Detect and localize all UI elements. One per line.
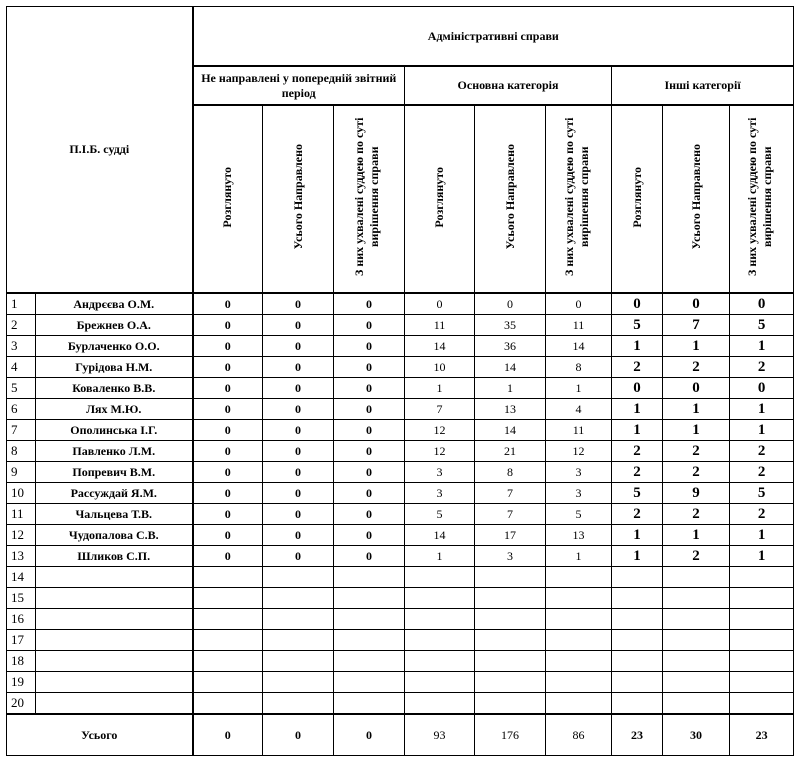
value-cell bbox=[263, 693, 334, 715]
value-cell bbox=[730, 693, 794, 715]
value-cell bbox=[263, 630, 334, 651]
judge-name-cell: Ополинська І.Г. bbox=[36, 420, 193, 441]
total-value-cell: 0 bbox=[263, 714, 334, 756]
value-cell: 9 bbox=[663, 483, 730, 504]
value-cell bbox=[475, 630, 546, 651]
value-cell: 0 bbox=[193, 525, 263, 546]
value-cell: 14 bbox=[405, 525, 475, 546]
row-number: 13 bbox=[7, 546, 36, 567]
value-cell: 14 bbox=[546, 336, 612, 357]
value-cell: 0 bbox=[334, 293, 405, 315]
value-cell bbox=[612, 672, 663, 693]
value-cell: 2 bbox=[663, 546, 730, 567]
value-cell: 1 bbox=[730, 546, 794, 567]
value-cell: 1 bbox=[612, 525, 663, 546]
col-considered-header: Розглянуто bbox=[612, 105, 663, 293]
value-cell: 2 bbox=[612, 357, 663, 378]
table-row bbox=[7, 483, 794, 504]
value-cell: 0 bbox=[334, 420, 405, 441]
value-cell bbox=[475, 672, 546, 693]
col-considered-header: Розглянуто bbox=[405, 105, 475, 293]
value-cell bbox=[730, 567, 794, 588]
value-cell: 2 bbox=[612, 504, 663, 525]
row-number: 18 bbox=[7, 651, 36, 672]
value-cell: 0 bbox=[475, 293, 546, 315]
judge-name-cell: Чальцева Т.В. bbox=[36, 504, 193, 525]
value-cell: 5 bbox=[612, 315, 663, 336]
value-cell: 3 bbox=[405, 483, 475, 504]
value-cell: 21 bbox=[475, 441, 546, 462]
value-cell: 0 bbox=[193, 336, 263, 357]
value-cell bbox=[193, 567, 263, 588]
value-cell: 1 bbox=[405, 378, 475, 399]
total-value-cell: 176 bbox=[475, 714, 546, 756]
empty-row bbox=[7, 630, 794, 651]
value-cell bbox=[334, 588, 405, 609]
value-cell bbox=[193, 630, 263, 651]
value-cell: 0 bbox=[193, 399, 263, 420]
row-number: 20 bbox=[7, 693, 36, 715]
table-row bbox=[7, 293, 794, 315]
row-number: 12 bbox=[7, 525, 36, 546]
value-cell bbox=[405, 693, 475, 715]
table-row bbox=[7, 525, 794, 546]
value-cell bbox=[193, 651, 263, 672]
value-cell bbox=[546, 672, 612, 693]
value-cell: 0 bbox=[546, 293, 612, 315]
row-number: 15 bbox=[7, 588, 36, 609]
judge-name-cell: Коваленко В.В. bbox=[36, 378, 193, 399]
value-cell: 10 bbox=[405, 357, 475, 378]
value-cell: 0 bbox=[334, 315, 405, 336]
total-value-cell: 0 bbox=[334, 714, 405, 756]
value-cell: 0 bbox=[263, 357, 334, 378]
value-cell: 0 bbox=[263, 462, 334, 483]
value-cell: 2 bbox=[663, 504, 730, 525]
value-cell bbox=[475, 588, 546, 609]
value-cell bbox=[334, 609, 405, 630]
judge-name-cell: Рассуждай Я.М. bbox=[36, 483, 193, 504]
value-cell: 0 bbox=[612, 293, 663, 315]
value-cell bbox=[475, 609, 546, 630]
value-cell: 1 bbox=[612, 546, 663, 567]
value-cell: 3 bbox=[475, 546, 546, 567]
value-cell bbox=[612, 630, 663, 651]
empty-row bbox=[7, 651, 794, 672]
value-cell: 0 bbox=[193, 315, 263, 336]
value-cell bbox=[546, 609, 612, 630]
value-cell: 0 bbox=[263, 504, 334, 525]
value-cell bbox=[263, 651, 334, 672]
empty-row bbox=[7, 693, 794, 715]
col-sent-header: Усього Направлено bbox=[263, 105, 334, 293]
table-row bbox=[7, 546, 794, 567]
judge-name-header: П.І.Б. судді bbox=[7, 7, 193, 294]
judge-name-cell: Павленко Л.М. bbox=[36, 441, 193, 462]
value-cell bbox=[334, 693, 405, 715]
value-cell: 11 bbox=[546, 315, 612, 336]
judge-name-cell: Шликов С.П. bbox=[36, 546, 193, 567]
judge-name-cell: Брежнев О.А. bbox=[36, 315, 193, 336]
row-number: 19 bbox=[7, 672, 36, 693]
value-cell: 17 bbox=[475, 525, 546, 546]
value-cell bbox=[546, 693, 612, 715]
value-cell bbox=[663, 672, 730, 693]
value-cell: 0 bbox=[334, 399, 405, 420]
value-cell: 7 bbox=[663, 315, 730, 336]
value-cell: 0 bbox=[663, 293, 730, 315]
main-category-header: Основна категорія bbox=[405, 66, 612, 105]
value-cell: 0 bbox=[334, 546, 405, 567]
judge-name-cell bbox=[36, 651, 193, 672]
value-cell: 0 bbox=[334, 357, 405, 378]
row-number: 1 bbox=[7, 293, 36, 315]
value-cell: 1 bbox=[730, 399, 794, 420]
value-cell bbox=[475, 651, 546, 672]
value-cell: 4 bbox=[546, 399, 612, 420]
value-cell: 1 bbox=[546, 546, 612, 567]
row-number: 6 bbox=[7, 399, 36, 420]
judge-name-cell bbox=[36, 630, 193, 651]
value-cell: 12 bbox=[405, 420, 475, 441]
value-cell bbox=[730, 630, 794, 651]
row-number: 7 bbox=[7, 420, 36, 441]
value-cell: 7 bbox=[475, 504, 546, 525]
value-cell: 0 bbox=[193, 504, 263, 525]
value-cell: 3 bbox=[546, 462, 612, 483]
value-cell bbox=[612, 588, 663, 609]
value-cell: 0 bbox=[405, 293, 475, 315]
value-cell: 0 bbox=[263, 441, 334, 462]
col-decided-header: З них ухвалені суддею по суті вирішення справи bbox=[334, 105, 405, 293]
value-cell: 0 bbox=[263, 525, 334, 546]
empty-row bbox=[7, 588, 794, 609]
table-row bbox=[7, 441, 794, 462]
value-cell: 7 bbox=[405, 399, 475, 420]
value-cell: 0 bbox=[193, 378, 263, 399]
value-cell bbox=[663, 588, 730, 609]
col-considered-header: Розглянуто bbox=[193, 105, 263, 293]
value-cell: 14 bbox=[475, 420, 546, 441]
value-cell: 1 bbox=[730, 525, 794, 546]
value-cell: 1 bbox=[730, 420, 794, 441]
value-cell bbox=[193, 672, 263, 693]
empty-row bbox=[7, 672, 794, 693]
value-cell bbox=[475, 567, 546, 588]
row-number: 5 bbox=[7, 378, 36, 399]
total-value-cell: 30 bbox=[663, 714, 730, 756]
value-cell bbox=[263, 567, 334, 588]
value-cell: 0 bbox=[193, 462, 263, 483]
value-cell: 0 bbox=[193, 293, 263, 315]
value-cell bbox=[263, 672, 334, 693]
row-number: 10 bbox=[7, 483, 36, 504]
table-row bbox=[7, 378, 794, 399]
value-cell: 0 bbox=[263, 399, 334, 420]
total-row bbox=[7, 714, 794, 756]
value-cell bbox=[405, 567, 475, 588]
value-cell: 0 bbox=[193, 441, 263, 462]
table-row bbox=[7, 504, 794, 525]
value-cell: 1 bbox=[663, 399, 730, 420]
judge-name-cell bbox=[36, 588, 193, 609]
value-cell: 8 bbox=[475, 462, 546, 483]
table-row bbox=[7, 357, 794, 378]
value-cell: 0 bbox=[263, 483, 334, 504]
value-cell bbox=[405, 630, 475, 651]
value-cell: 1 bbox=[405, 546, 475, 567]
value-cell bbox=[263, 609, 334, 630]
value-cell: 5 bbox=[730, 483, 794, 504]
value-cell bbox=[546, 588, 612, 609]
administrative-cases-table bbox=[6, 6, 794, 756]
col-decided-header: З них ухвалені суддею по суті вирішення справи bbox=[730, 105, 794, 293]
value-cell: 0 bbox=[730, 378, 794, 399]
value-cell bbox=[334, 672, 405, 693]
value-cell bbox=[612, 609, 663, 630]
value-cell: 0 bbox=[193, 483, 263, 504]
value-cell bbox=[334, 651, 405, 672]
other-categories-header: Інші категорії bbox=[612, 66, 794, 105]
value-cell: 0 bbox=[334, 462, 405, 483]
value-cell: 2 bbox=[730, 441, 794, 462]
value-cell bbox=[730, 609, 794, 630]
value-cell: 2 bbox=[612, 441, 663, 462]
value-cell: 5 bbox=[405, 504, 475, 525]
row-number: 2 bbox=[7, 315, 36, 336]
value-cell: 14 bbox=[475, 357, 546, 378]
value-cell: 0 bbox=[334, 378, 405, 399]
value-cell bbox=[612, 651, 663, 672]
value-cell bbox=[663, 630, 730, 651]
col-decided-header: З них ухвалені суддею по суті вирішення справи bbox=[546, 105, 612, 293]
value-cell: 5 bbox=[546, 504, 612, 525]
value-cell bbox=[193, 588, 263, 609]
empty-row bbox=[7, 609, 794, 630]
value-cell: 14 bbox=[405, 336, 475, 357]
row-number: 17 bbox=[7, 630, 36, 651]
judge-name-cell bbox=[36, 567, 193, 588]
judge-name-cell: Гурідова Н.М. bbox=[36, 357, 193, 378]
total-value-cell: 23 bbox=[730, 714, 794, 756]
value-cell bbox=[405, 609, 475, 630]
row-number: 3 bbox=[7, 336, 36, 357]
row-number: 11 bbox=[7, 504, 36, 525]
value-cell bbox=[193, 693, 263, 715]
row-number: 8 bbox=[7, 441, 36, 462]
judge-name-cell bbox=[36, 672, 193, 693]
value-cell: 0 bbox=[334, 441, 405, 462]
value-cell: 0 bbox=[193, 420, 263, 441]
value-cell bbox=[405, 588, 475, 609]
value-cell: 0 bbox=[193, 357, 263, 378]
total-value-cell: 86 bbox=[546, 714, 612, 756]
table-row bbox=[7, 462, 794, 483]
value-cell bbox=[405, 672, 475, 693]
value-cell: 0 bbox=[334, 483, 405, 504]
value-cell: 0 bbox=[193, 546, 263, 567]
value-cell bbox=[546, 651, 612, 672]
empty-row bbox=[7, 567, 794, 588]
total-value-cell: 0 bbox=[193, 714, 263, 756]
value-cell: 0 bbox=[263, 315, 334, 336]
value-cell: 1 bbox=[546, 378, 612, 399]
value-cell: 1 bbox=[663, 420, 730, 441]
value-cell: 13 bbox=[475, 399, 546, 420]
value-cell bbox=[612, 567, 663, 588]
value-cell: 35 bbox=[475, 315, 546, 336]
value-cell bbox=[730, 651, 794, 672]
value-cell: 3 bbox=[405, 462, 475, 483]
value-cell bbox=[546, 630, 612, 651]
value-cell: 0 bbox=[334, 504, 405, 525]
total-label: Усього bbox=[7, 714, 193, 756]
value-cell: 1 bbox=[663, 336, 730, 357]
value-cell: 0 bbox=[263, 546, 334, 567]
value-cell: 11 bbox=[405, 315, 475, 336]
value-cell: 13 bbox=[546, 525, 612, 546]
value-cell bbox=[334, 567, 405, 588]
judge-name-cell: Лях М.Ю. bbox=[36, 399, 193, 420]
value-cell: 2 bbox=[730, 504, 794, 525]
value-cell: 7 bbox=[475, 483, 546, 504]
total-value-cell: 93 bbox=[405, 714, 475, 756]
row-number: 14 bbox=[7, 567, 36, 588]
table-row bbox=[7, 420, 794, 441]
value-cell: 1 bbox=[475, 378, 546, 399]
col-sent-header: Усього Направлено bbox=[663, 105, 730, 293]
judge-name-cell: Попревич В.М. bbox=[36, 462, 193, 483]
value-cell bbox=[405, 651, 475, 672]
value-cell: 1 bbox=[612, 420, 663, 441]
value-cell: 3 bbox=[546, 483, 612, 504]
value-cell: 2 bbox=[663, 462, 730, 483]
value-cell: 0 bbox=[334, 525, 405, 546]
value-cell bbox=[663, 693, 730, 715]
value-cell bbox=[663, 651, 730, 672]
value-cell: 5 bbox=[612, 483, 663, 504]
value-cell: 0 bbox=[663, 378, 730, 399]
group-title-header: Адміністративні справи bbox=[193, 7, 794, 67]
value-cell: 0 bbox=[263, 420, 334, 441]
value-cell bbox=[263, 588, 334, 609]
value-cell: 8 bbox=[546, 357, 612, 378]
value-cell: 12 bbox=[546, 441, 612, 462]
value-cell: 0 bbox=[334, 336, 405, 357]
value-cell bbox=[475, 693, 546, 715]
value-cell: 0 bbox=[263, 378, 334, 399]
value-cell bbox=[334, 630, 405, 651]
value-cell: 2 bbox=[730, 357, 794, 378]
not-sent-previous-period-header: Не направлені у попередній звітний період bbox=[193, 66, 405, 105]
table-row bbox=[7, 399, 794, 420]
judge-name-cell bbox=[36, 693, 193, 715]
value-cell: 0 bbox=[612, 378, 663, 399]
row-number: 16 bbox=[7, 609, 36, 630]
value-cell: 2 bbox=[730, 462, 794, 483]
total-value-cell: 23 bbox=[612, 714, 663, 756]
value-cell bbox=[663, 567, 730, 588]
col-sent-header: Усього Направлено bbox=[475, 105, 546, 293]
value-cell bbox=[546, 567, 612, 588]
value-cell bbox=[730, 672, 794, 693]
value-cell: 0 bbox=[730, 293, 794, 315]
value-cell bbox=[730, 588, 794, 609]
value-cell: 5 bbox=[730, 315, 794, 336]
row-number: 9 bbox=[7, 462, 36, 483]
judge-name-cell: Андрєєва О.М. bbox=[36, 293, 193, 315]
judge-name-cell: Чудопалова С.В. bbox=[36, 525, 193, 546]
value-cell: 2 bbox=[612, 462, 663, 483]
value-cell bbox=[612, 693, 663, 715]
table-row bbox=[7, 315, 794, 336]
judge-name-cell: Бурлаченко О.О. bbox=[36, 336, 193, 357]
table-row bbox=[7, 336, 794, 357]
value-cell: 1 bbox=[612, 399, 663, 420]
value-cell: 0 bbox=[263, 293, 334, 315]
value-cell: 2 bbox=[663, 357, 730, 378]
value-cell: 36 bbox=[475, 336, 546, 357]
value-cell: 12 bbox=[405, 441, 475, 462]
row-number: 4 bbox=[7, 357, 36, 378]
value-cell bbox=[193, 609, 263, 630]
value-cell: 1 bbox=[730, 336, 794, 357]
value-cell: 11 bbox=[546, 420, 612, 441]
value-cell: 2 bbox=[663, 441, 730, 462]
value-cell: 0 bbox=[263, 336, 334, 357]
value-cell bbox=[663, 609, 730, 630]
judge-name-cell bbox=[36, 609, 193, 630]
value-cell: 1 bbox=[612, 336, 663, 357]
value-cell: 1 bbox=[663, 525, 730, 546]
